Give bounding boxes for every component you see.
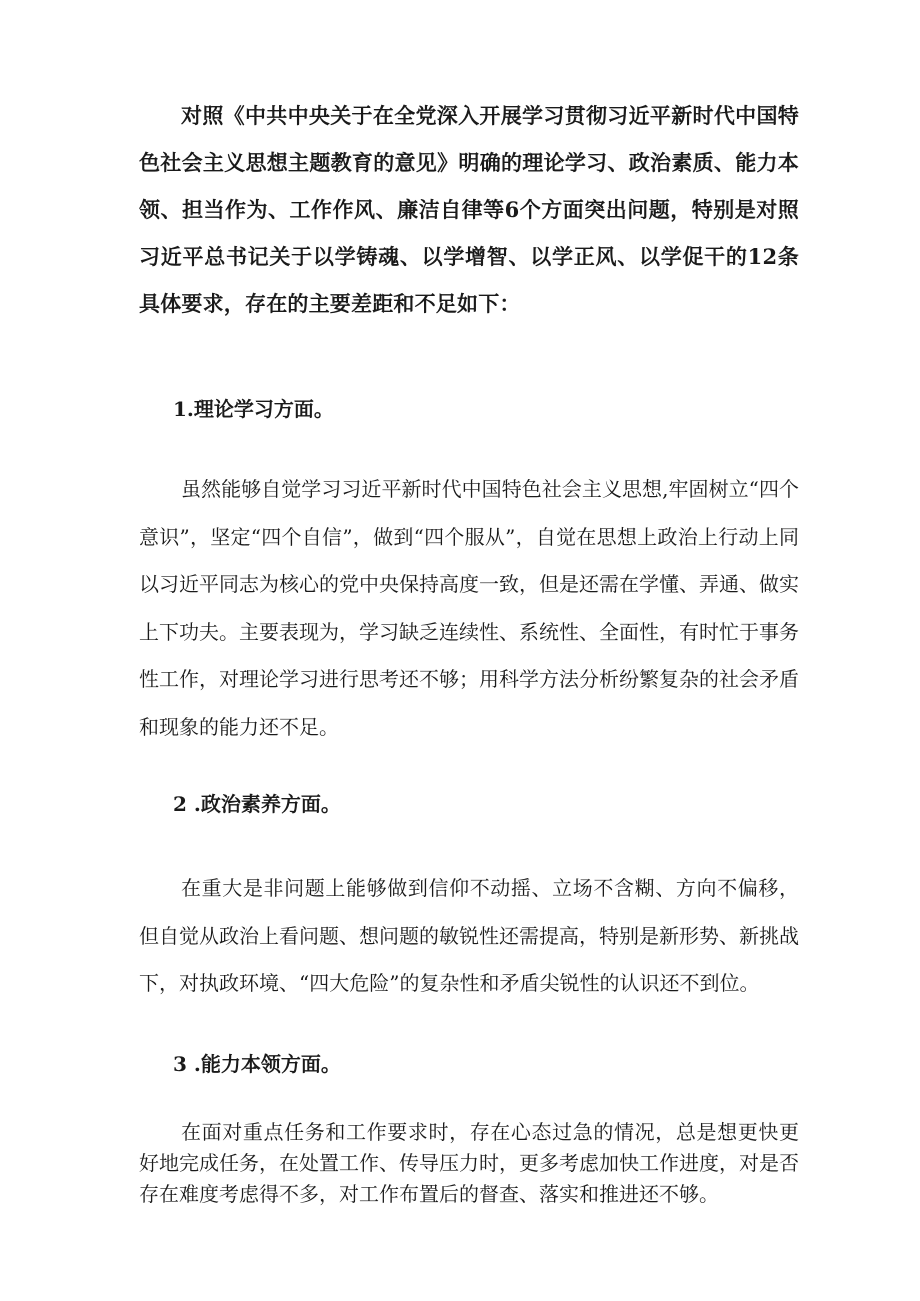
section-body-theory: 虽然能够自觉学习习近平新时代中国特色社会主义思想,牢固树立“四个意识”，坚定“四个自信”，做到“四个服从”，自觉在思想上政治上行动上同以习近平同志为核心的党中央保持高度一致，但是还需在学懂、弄通、做实上下功夫。主要表现为，学习缺乏连续性、系统性、全面性，有时忙于事务性工作，对理论学习进行思考还不够；用科学方法分析纷繁复杂的社会矛盾和现象的能力还不足。 (139, 477, 799, 739)
section-heading-politics: 2 .政治素养方面。 (173, 792, 341, 816)
section-heading-theory: 1.理论学习方面。 (173, 397, 334, 421)
section-heading-ability: 3 .能力本领方面。 (173, 1052, 341, 1076)
section-body-politics: 在重大是非问题上能够做到信仰不动摇、立场不含糊、方向不偏移，但自觉从政治上看问题、想问题的敏锐性还需提高，特别是新形势、新挑战下，对执政环境、“四大危险”的复杂性和矛盾尖锐性的认识还不到位。 (139, 876, 799, 995)
intro-paragraph: 对照《中共中央关于在全党深入开展学习贯彻习近平新时代中国特色社会主义思想主题教育的意见》明确的理论学习、政治素质、能力本领、担当作为、工作作风、廉洁自律等6个方面突出问题，特别是对照习近平总书记关于以学铸魂、以学增智、以学正风、以学促干的12条具体要求，存在的主要差距和不足如下： (139, 103, 799, 316)
section-body-ability: 在面对重点任务和工作要求时，存在心态过急的情况，总是想更快更好地完成任务，在处置工作、传导压力时，更多考虑加快工作进度，对是否存在难度考虑得不多，对工作布置后的督查、落实和推进还不够。 (139, 1120, 799, 1206)
